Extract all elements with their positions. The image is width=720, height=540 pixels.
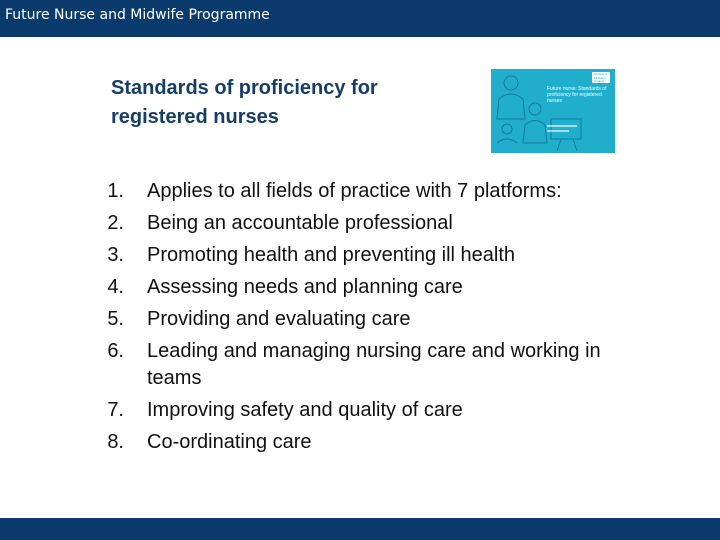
list-item-number: 5. (107, 308, 124, 330)
header-title: Future Nurse and Midwife Programme (5, 7, 270, 23)
proficiency-list (84, 178, 627, 461)
list-item-text: Improving safety and quality of care (147, 399, 463, 421)
list-item (84, 338, 627, 392)
header-bar (0, 0, 720, 37)
slide-title-line-1: Standards of proficiency for (111, 77, 378, 99)
list-item (84, 210, 627, 237)
list-item-text: Assessing needs and planning care (147, 276, 463, 298)
list-item (84, 274, 627, 301)
list-item-text: Applies to all fields of practice with 7 platforms: (147, 180, 562, 202)
slide-title (111, 74, 471, 132)
list-item-text: Being an accountable professional (147, 212, 453, 234)
list-item (84, 429, 627, 456)
list-item-text: Co-ordinating care (147, 431, 312, 453)
list-item-text: Promoting health and preventing ill health (147, 244, 516, 266)
list-item-text: Providing and evaluating care (147, 308, 411, 330)
list-item-number: 8. (107, 431, 124, 453)
list-item (84, 397, 627, 424)
cover-title: Future nurse: Standards of proficiency for registered nurses (547, 86, 607, 104)
footer-bar (0, 518, 720, 540)
list-item-number: 1. (107, 180, 124, 202)
cover-logo: Nursing & Midwifery Council (592, 72, 610, 83)
list-item-number: 7. (107, 399, 124, 421)
list-item-number: 6. (107, 340, 124, 362)
list-item (84, 242, 627, 269)
list-item-text: Leading and managing nursing care and working in teams (147, 340, 601, 389)
list-item-number: 3. (107, 244, 124, 266)
list-item (84, 178, 627, 205)
list-item (84, 306, 627, 333)
document-cover-image (491, 69, 615, 153)
list-item-number: 4. (107, 276, 124, 298)
list-item-number: 2. (107, 212, 124, 234)
slide-title-line-2: registered nurses (111, 106, 279, 128)
